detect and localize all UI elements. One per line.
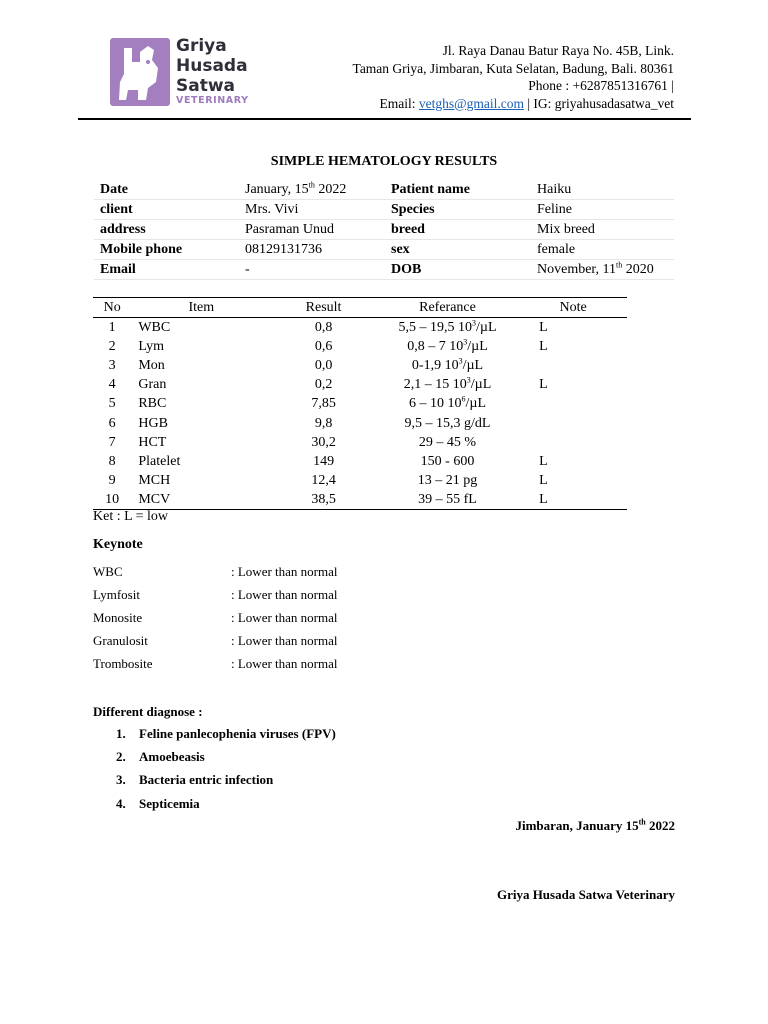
cell-result: 38,5	[271, 490, 376, 510]
cell-item: HCT	[138, 434, 167, 450]
cell-note: L	[539, 339, 548, 355]
cell-note	[519, 413, 627, 432]
table-row	[93, 375, 627, 394]
diagnose-item	[116, 726, 336, 742]
keynote-item	[93, 587, 338, 603]
keynote-desc: : Lower than normal	[231, 610, 338, 625]
cell-note: L	[539, 453, 548, 469]
cell-note: L	[539, 377, 548, 393]
table-row	[93, 452, 627, 471]
dob-label: DOB	[385, 260, 531, 280]
info-row	[94, 220, 674, 240]
results-body	[93, 318, 627, 510]
cell-no: 3	[108, 358, 116, 374]
header-no: No	[93, 298, 131, 318]
diagnose-item	[116, 796, 200, 812]
cell-result: 0,8	[314, 320, 333, 336]
cell-result: 149	[313, 453, 335, 469]
cell-reference: 9,5 – 15,3 g/dL	[404, 415, 491, 431]
cell-reference: 29 – 45 %	[418, 434, 477, 450]
table-row	[93, 433, 627, 452]
cell-no: 10	[93, 490, 131, 510]
address-line-1: Jl. Raya Danau Batur Raya No. 45B, Link.	[442, 43, 674, 58]
keynote-term: Monosite	[93, 610, 143, 625]
cell-item: MCH	[138, 472, 171, 488]
diagnose-number: 3.	[116, 772, 126, 787]
dog-logo-icon	[110, 38, 170, 106]
table-row	[93, 471, 627, 490]
logo-subtitle: VETERINARY	[176, 95, 249, 106]
signature: Griya Husada Satwa Veterinary	[496, 887, 675, 902]
patient-name-value: Haiku	[531, 180, 674, 200]
date-value: January, 15th 2022	[239, 180, 385, 200]
clinic-logo	[110, 38, 270, 110]
diagnose-text: Feline panlecophenia viruses (FPV)	[139, 726, 336, 741]
species-value: Feline	[531, 200, 674, 220]
logo-line-3: Satwa	[176, 76, 236, 96]
keynote-item	[93, 610, 338, 626]
email-field-value: -	[239, 260, 385, 280]
cell-item: HGB	[138, 415, 168, 431]
email-link[interactable]: vetghs@gmail.com	[418, 95, 524, 111]
cell-result: 9,8	[314, 415, 333, 431]
diagnose-number: 1.	[116, 726, 126, 741]
cell-reference: 39 – 55 fL	[376, 490, 519, 510]
breed-label: breed	[385, 220, 531, 240]
dob-value: November, 11th 2020	[531, 260, 674, 280]
diagnose-number: 4.	[116, 796, 126, 811]
clinic-phone: Phone : +6287851316761 |	[528, 78, 674, 93]
keynote-term: Lymfosit	[93, 587, 140, 602]
diagnose-text: Septicemia	[139, 796, 200, 811]
patient-info-table	[94, 180, 674, 280]
diagnose-text: Amoebeasis	[139, 749, 205, 764]
cell-note	[519, 394, 627, 413]
breed-value: Mix breed	[531, 220, 674, 240]
cell-result: 12,4	[311, 472, 336, 488]
keynote-desc: : Lower than normal	[231, 564, 338, 579]
cell-no: 9	[108, 472, 116, 488]
cell-reference: 5,5 – 19,5 $10^3/\mu L$	[398, 318, 497, 336]
keynote-desc: : Lower than normal	[231, 633, 338, 648]
logo-wordmark	[176, 36, 248, 96]
diagnose-text: Bacteria entric infection	[139, 772, 274, 787]
info-row	[94, 240, 674, 260]
table-row	[93, 490, 627, 510]
cell-item: Mon	[138, 358, 165, 374]
patient-name-label: Patient name	[385, 180, 531, 200]
cell-result: 0,0	[314, 358, 333, 374]
cell-reference: 13 – 21 pg	[417, 472, 478, 488]
email-field-label: Email	[94, 260, 239, 280]
client-label: client	[94, 200, 239, 220]
cell-no: 5	[108, 396, 116, 412]
cell-result: 30,2	[311, 434, 336, 450]
cell-note: L	[519, 490, 627, 510]
cell-item: RBC	[138, 396, 167, 412]
cell-item: Gran	[138, 377, 167, 393]
sex-label: sex	[385, 240, 531, 260]
date-label: Date	[94, 180, 239, 200]
keynote-item	[93, 564, 338, 580]
clinic-address-block	[353, 42, 674, 112]
results-table	[93, 297, 627, 510]
keynote-item	[93, 656, 338, 672]
table-row	[93, 318, 627, 338]
header-item: Item	[131, 298, 271, 318]
email-label: Email:	[379, 95, 419, 111]
table-row	[93, 337, 627, 356]
table-row	[93, 394, 627, 413]
cell-item: MCV	[131, 490, 271, 510]
mobile-value: 08129131736	[239, 240, 385, 260]
place-date: Jimbaran, January 15th 2022	[515, 817, 675, 833]
keynote-heading: Keynote	[93, 537, 143, 552]
address-value: Pasraman Unud	[239, 220, 385, 240]
cell-no: 7	[108, 434, 116, 450]
logo-line-1: Griya	[176, 36, 227, 56]
header-result: Result	[271, 298, 376, 318]
cell-note	[519, 433, 627, 452]
info-row	[94, 200, 674, 220]
logo-line-2: Husada	[176, 56, 248, 76]
species-label: Species	[385, 200, 531, 220]
cell-note	[519, 356, 627, 375]
header-note: Note	[519, 298, 627, 318]
cell-reference: 6 – 10 $10^6/\mu L$	[408, 394, 486, 412]
cell-note: L	[539, 320, 548, 336]
keynote-term: WBC	[93, 564, 123, 579]
keynote-term: Granulosit	[93, 633, 148, 648]
cell-reference: 0-1,9 $10^3/\mu L$	[411, 356, 484, 374]
cell-no: 6	[108, 415, 116, 431]
table-row	[93, 356, 627, 375]
sex-value: female	[531, 240, 674, 260]
client-value: Mrs. Vivi	[239, 200, 385, 220]
header-divider	[78, 118, 691, 120]
mobile-label: Mobile phone	[94, 240, 239, 260]
cell-no: 2	[108, 339, 116, 355]
keynote-desc: : Lower than normal	[231, 587, 338, 602]
address-line-2: Taman Griya, Jimbaran, Kuta Selatan, Badung, Bali. 80361	[352, 60, 674, 76]
keynote-desc: : Lower than normal	[231, 656, 338, 671]
cell-no: 8	[108, 453, 116, 469]
cell-reference: 0,8 – 7 $10^3/\mu L$	[407, 337, 488, 355]
instagram-handle: | IG: griyahusadasatwa_vet	[523, 95, 674, 111]
cell-result: 7,85	[311, 396, 336, 412]
diagnose-item	[116, 749, 205, 765]
diagnose-item	[116, 772, 273, 788]
cell-no: 4	[108, 377, 116, 393]
header-reference: Referance	[376, 298, 519, 318]
cell-reference: 150 - 600	[420, 453, 475, 469]
cell-reference: 2,1 – 15 $10^3/\mu L$	[403, 375, 492, 393]
cell-item: Platelet	[138, 453, 181, 469]
cell-result: 0,2	[314, 377, 333, 393]
keynote-term: Trombosite	[93, 656, 153, 671]
legend-note: Ket : L = low	[93, 509, 169, 524]
keynote-item	[93, 633, 338, 649]
info-row	[94, 260, 674, 280]
info-row	[94, 180, 674, 200]
address-label: address	[94, 220, 239, 240]
clinic-contact	[353, 95, 674, 113]
cell-note: L	[539, 472, 548, 488]
table-row	[93, 413, 627, 432]
page-title: SIMPLE HEMATOLOGY RESULTS	[270, 154, 498, 169]
diagnose-heading: Different diagnose :	[93, 704, 203, 719]
cell-item: Lym	[138, 339, 165, 355]
diagnose-number: 2.	[116, 749, 126, 764]
cell-item: WBC	[138, 320, 171, 336]
results-header-row	[93, 298, 627, 318]
cell-no: 1	[108, 320, 116, 336]
cell-result: 0,6	[314, 339, 333, 355]
